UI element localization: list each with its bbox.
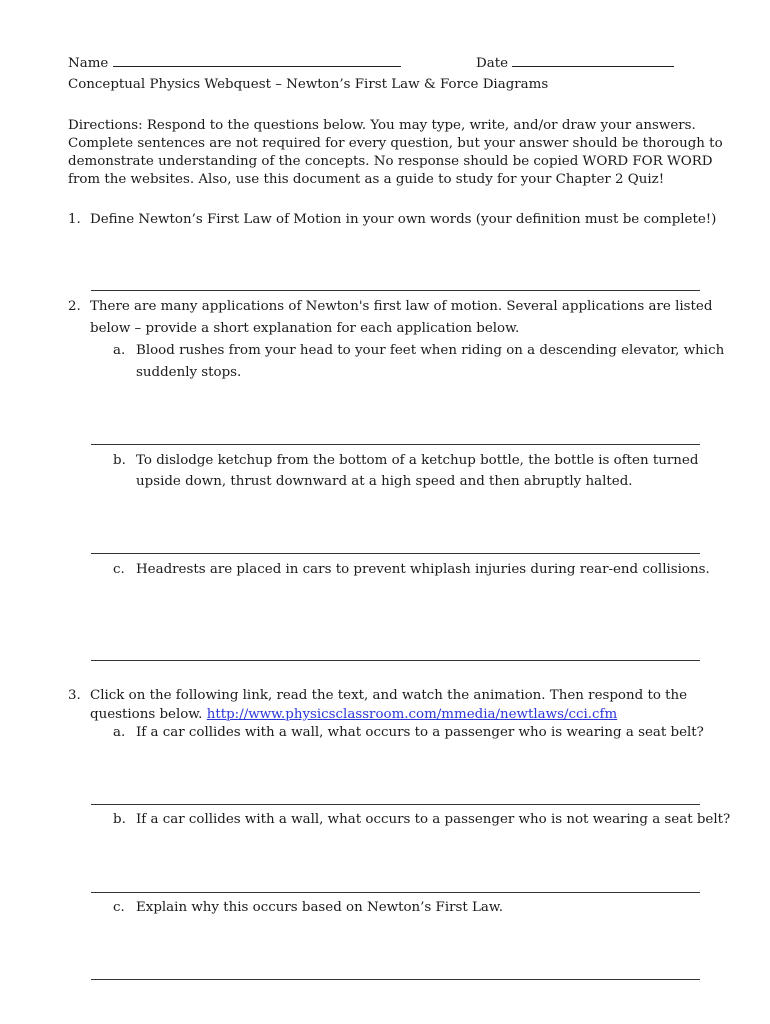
sub-text: suddenly stops.: [136, 365, 242, 380]
answer-line-2b[interactable]: [91, 553, 700, 554]
name-field: [68, 54, 401, 73]
directions-line: demonstrate understanding of the concepts. No response should be copied WORD FOR WORD: [68, 154, 713, 169]
answer-line-2a[interactable]: [91, 444, 700, 445]
question-2: [68, 298, 712, 316]
sub-text: Headrests are placed in cars to prevent whiplash injuries during rear-end collisions.: [136, 562, 710, 577]
question-text-line: [90, 706, 617, 724]
sub-text: To dislodge ketchup from the bottom of a ketchup bottle, the bottle is often turned: [136, 453, 699, 468]
sub-letter: c.: [113, 900, 125, 915]
question-text: There are many applications of Newton's first law of motion. Several applications are listed: [90, 299, 713, 314]
name-label: Name: [68, 56, 109, 71]
question-text: below – provide a short explanation for each application below.: [90, 321, 520, 336]
answer-line-3c[interactable]: [91, 979, 700, 980]
sub-letter: b.: [113, 453, 126, 468]
sub-letter: b.: [113, 812, 126, 827]
answer-line-3a[interactable]: [91, 804, 700, 805]
directions-line: from the websites. Also, use this document as a guide to study for your Chapter 2 Quiz!: [68, 172, 665, 187]
physicsclassroom-link[interactable]: http://www.physicsclassroom.com/mmedia/newtlaws/cci.cfm: [206, 707, 618, 722]
question-text: Define Newton’s First Law of Motion in your own words (your definition must be complete!): [90, 212, 717, 227]
sub-letter: a.: [113, 343, 126, 358]
answer-line-1[interactable]: [91, 290, 700, 291]
question-1: [68, 211, 716, 229]
sub-text: If a car collides with a wall, what occurs to a passenger who is not wearing a seat belt?: [136, 812, 731, 827]
directions-line: Complete sentences are not required for every question, but your answer should be thorough to: [68, 136, 723, 151]
question-2a: [113, 342, 724, 360]
sub-letter: a.: [113, 725, 126, 740]
question-3a: [113, 724, 704, 742]
answer-line-2c[interactable]: [91, 660, 700, 661]
question-number: 3.: [68, 688, 81, 703]
sub-text: Blood rushes from your head to your feet when riding on a descending elevator, which: [136, 343, 725, 358]
date-label: Date: [476, 56, 509, 71]
sub-text: upside down, thrust downward at a high speed and then abruptly halted.: [136, 474, 633, 489]
question-number: 2.: [68, 299, 81, 314]
question-3: [68, 687, 687, 705]
date-field: [476, 54, 674, 73]
question-2c: [113, 561, 710, 579]
date-blank[interactable]: [512, 54, 674, 67]
sub-letter: c.: [113, 562, 125, 577]
question-2b: [113, 452, 698, 470]
question-3c: [113, 899, 503, 917]
question-number: 1.: [68, 212, 81, 227]
question-text: questions below.: [90, 707, 203, 722]
answer-line-3b[interactable]: [91, 892, 700, 893]
question-3b: [113, 811, 730, 829]
sub-text: Explain why this occurs based on Newton’s First Law.: [136, 900, 504, 915]
page-title: Conceptual Physics Webquest – Newton’s First Law & Force Diagrams: [68, 77, 549, 92]
question-text: Click on the following link, read the text, and watch the animation. Then respond to the: [90, 688, 688, 703]
name-blank[interactable]: [113, 54, 401, 67]
sub-text: If a car collides with a wall, what occurs to a passenger who is wearing a seat belt?: [136, 725, 704, 740]
directions-line: Directions: Respond to the questions below. You may type, write, and/or draw your answers.: [68, 118, 696, 133]
